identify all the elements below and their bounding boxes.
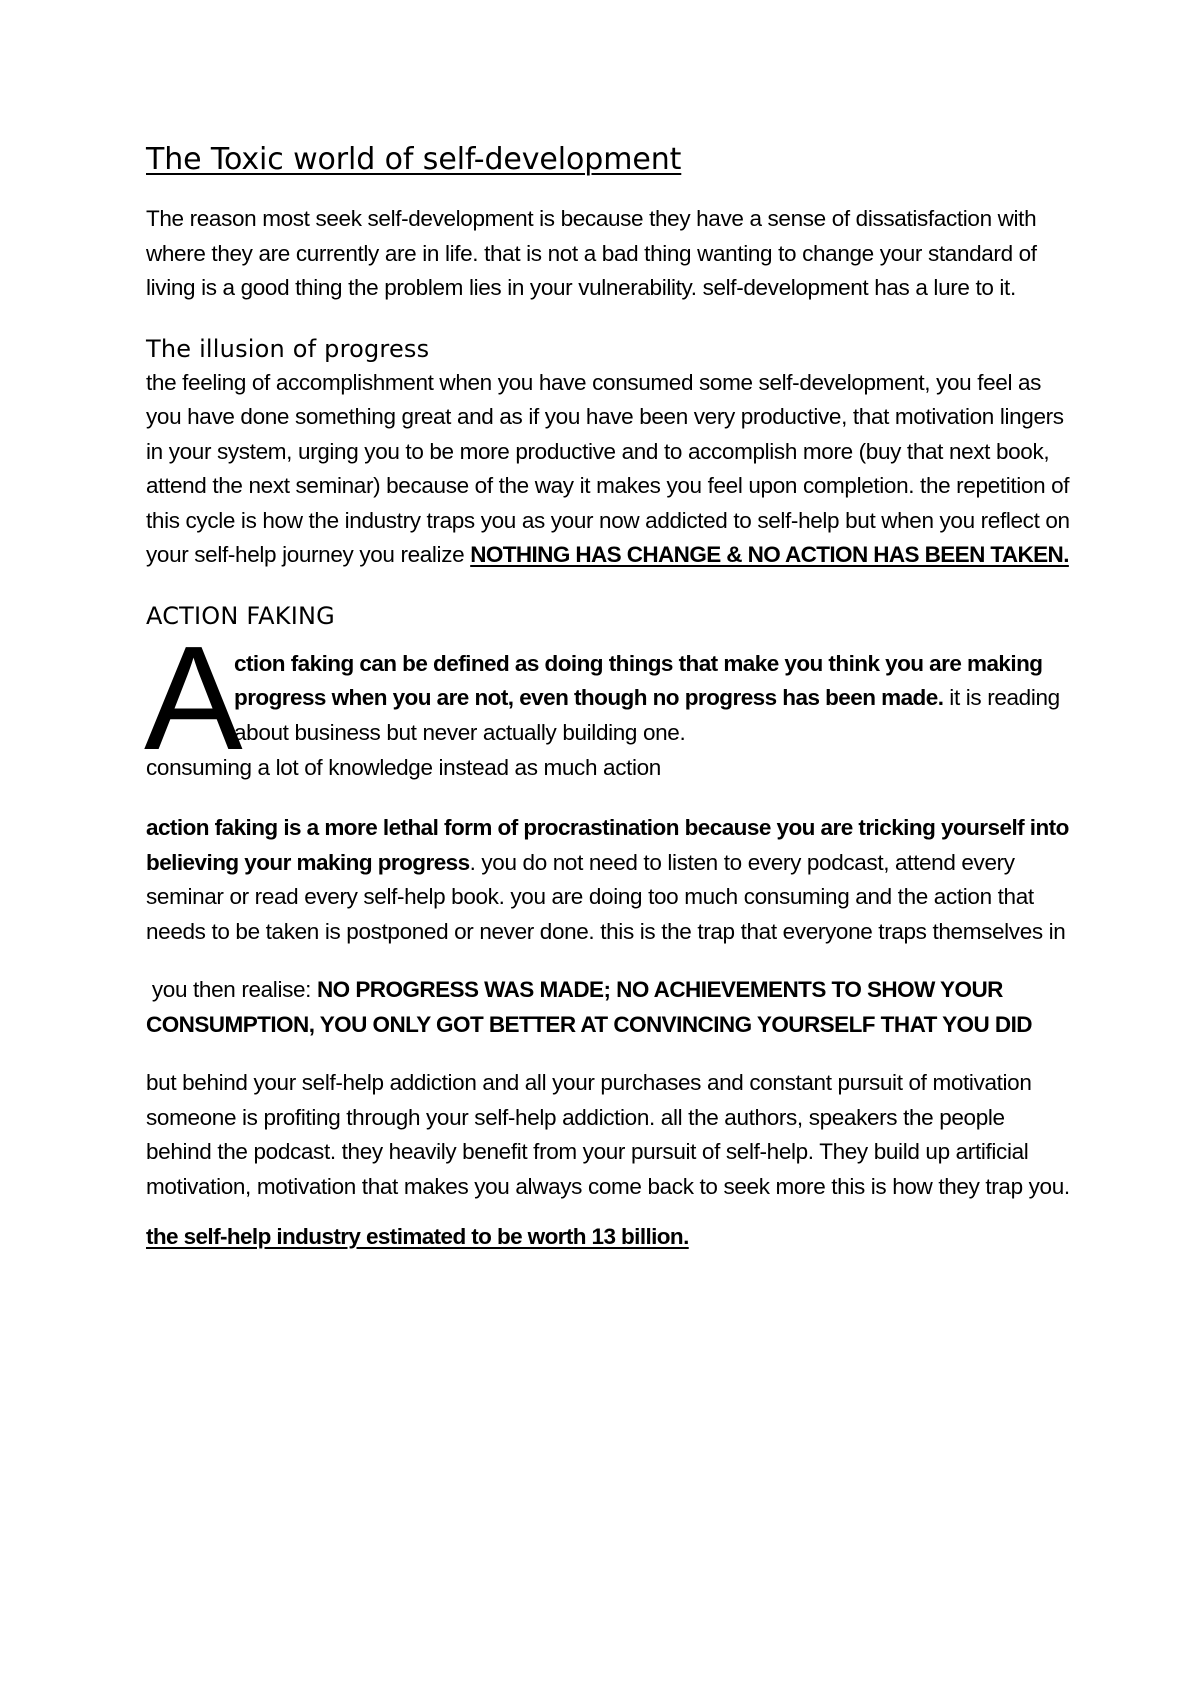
definition-rest-text: it is reading about business but never actually building one. <box>234 685 1060 745</box>
illusion-paragraph <box>146 366 1076 573</box>
closing-statement: the self-help industry estimated to be worth 13 billion. <box>146 1224 689 1249</box>
illusion-emphasis-text: NOTHING HAS CHANGE & NO ACTION HAS BEEN TAKEN. <box>470 542 1069 567</box>
realise-bold-text: NO PROGRESS WAS MADE; NO ACHIEVEMENTS TO SHOW YOUR CONSUMPTION, YOU ONLY GOT BETTER AT CONVINCING YOURSELF THAT YOU DID <box>146 977 1033 1037</box>
lethal-bold-text: action faking is a more lethal form of procrastination because you are tricking yourself into believing your making progress <box>146 815 1069 875</box>
action-faking-heading: ACTION FAKING <box>146 601 335 630</box>
definition-continuation: consuming a lot of knowledge instead as much action <box>146 754 661 780</box>
document-page <box>146 140 1076 1255</box>
illusion-heading: The illusion of progress <box>146 334 430 363</box>
document-title: The Toxic world of self-development <box>146 142 682 177</box>
realise-lead-text: you then realise: <box>146 977 317 1002</box>
lethal-rest-text: . you do not need to listen to every podcast, attend every seminar or read every self-help book. you are doing too much consuming and the action that needs to be taken is postponed or never done. this is the trap that everyone traps themselves in <box>146 849 1066 944</box>
definition-paragraph <box>234 647 1076 751</box>
illusion-body-text: the feeling of accomplishment when you have consumed some self-development, you feel as you have done something great and as if you have been very productive, that motivation lingers in your system, urging you to be more productive and to accomplish more (buy that next book, attend the next seminar) because of the way it makes you feel upon completion. the repetition of this cycle is how the industry traps you as your now addicted to self-help but when you reflect on your self-help journey you realize <box>146 369 1070 567</box>
behind-paragraph: but behind your self-help addiction and all your purchases and constant pursuit of motivation someone is profiting through your self-help addiction. all the authors, speakers the people behind the podcast. they heavily benefit from your pursuit of self-help. They build up artificial motivation, motivation that makes you always come back to seek more this is how they trap you. <box>146 1070 1070 1199</box>
drop-cap-letter: A <box>144 615 243 781</box>
intro-paragraph: The reason most seek self-development is because they have a sense of dissatisfaction with where they are currently are in life. that is not a bad thing wanting to change your standard of living is a good thing the problem lies in your vulnerability. self-development has a lure to it. <box>146 206 1037 300</box>
definition-bold-text: ction faking can be defined as doing things that make you think you are making progress when you are not, even though no progress has been made. <box>234 650 1043 710</box>
lethal-paragraph <box>146 811 1076 949</box>
realise-paragraph <box>146 973 1076 1042</box>
